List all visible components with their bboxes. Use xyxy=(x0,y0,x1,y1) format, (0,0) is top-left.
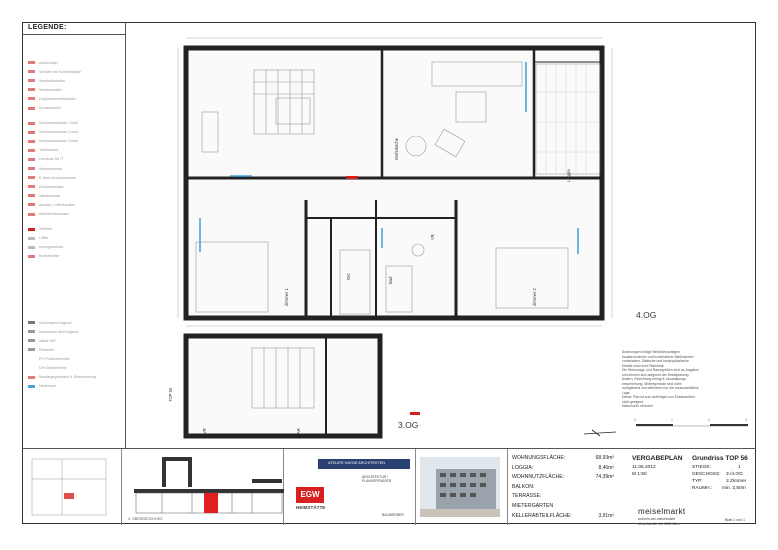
legend-title: LEGENDE: xyxy=(28,24,67,31)
scale-tick-3: 3 xyxy=(745,418,747,422)
legend-item xyxy=(28,373,124,382)
area-label: KELLERABTEILFLÄCHE: xyxy=(512,512,572,519)
legend-item xyxy=(28,58,124,67)
legend-symbol-icon xyxy=(28,255,35,258)
typ-label: TYP: xyxy=(692,479,703,484)
legend-symbol-icon xyxy=(28,140,35,143)
legend-item-label: Schukosteckdose 2-fach xyxy=(39,130,79,135)
legend-item-label: Deckenauslass xyxy=(39,184,64,189)
legend-symbol-icon xyxy=(28,167,35,170)
area-value: 3,91m² xyxy=(598,512,614,519)
legend-item-label: DH=Deckenhöhe xyxy=(39,366,67,371)
legend-symbol-icon xyxy=(28,367,35,370)
legend-item xyxy=(28,128,124,137)
legend-item xyxy=(28,345,124,354)
legend-item xyxy=(28,137,124,146)
brand-address: Meiselstraße 14, 1150 Wien xyxy=(638,522,680,526)
legend-item xyxy=(28,182,124,191)
legend-symbol-icon xyxy=(28,385,35,388)
area-row xyxy=(512,455,614,461)
legend-symbol-icon xyxy=(28,88,35,91)
room-label-bad: Bad xyxy=(388,276,393,284)
top-label: TOP 56 xyxy=(168,387,173,402)
legend-symbol-icon xyxy=(28,376,35,379)
scale-tick-2: 2 xyxy=(708,418,710,422)
legend-item-label: Schalter mit Kontrolllampe xyxy=(39,69,81,74)
legend-item-label: Doppelwechselschalter xyxy=(39,96,76,101)
geschoss-label: GESCHOSS: xyxy=(692,472,721,477)
area-row xyxy=(512,503,614,509)
area-value: 68,93m² xyxy=(595,455,614,461)
key-plan-cell xyxy=(122,449,284,525)
north-arrow-icon xyxy=(584,430,616,436)
plan-scale: M 1:50 xyxy=(632,472,647,477)
site-plan-drawing xyxy=(22,449,122,525)
area-row xyxy=(512,493,614,499)
legend-symbol-icon xyxy=(28,194,35,197)
area-label: MIETERGARTEN xyxy=(512,503,554,509)
legend-item-label: Rohsohle xyxy=(39,347,55,352)
room-label-zimmer-1: Zimmer 1 xyxy=(284,288,289,306)
legend-symbol-icon xyxy=(28,330,35,333)
legend-item xyxy=(28,243,124,252)
area-label: WOHNNUTZFLÄCHE: xyxy=(512,474,565,481)
legend-item xyxy=(28,173,124,182)
legend-symbol-icon xyxy=(28,158,35,161)
legend-item xyxy=(28,76,124,85)
site-plan-cell xyxy=(22,449,122,525)
scale-tick-1: 1 xyxy=(671,418,673,422)
legend-item xyxy=(28,382,124,391)
legend-item-label: E-Herd-Anschlussdose xyxy=(39,175,76,180)
legend-symbol-icon xyxy=(28,339,35,342)
note-line: beschreibung. Möbelsymbole sind nicht xyxy=(622,381,682,386)
egw-logo: EGW xyxy=(296,487,324,503)
area-value: 74,39m² xyxy=(595,474,614,481)
legend-item-label: Außenwand tragend xyxy=(39,320,72,325)
architect-cell xyxy=(284,449,416,525)
legend-item-label: Wand GKF xyxy=(39,338,57,343)
legend-item-label: Ausschalter xyxy=(39,60,58,65)
legend-item-label: Kreuzschalter xyxy=(39,106,61,111)
upper-floor-outline xyxy=(186,48,602,318)
legend-symbol-icon xyxy=(28,185,35,188)
key-plan-drawing xyxy=(122,449,284,525)
architect-role: ARCHITEKTUR / PLANVERFASSER xyxy=(362,475,392,483)
legend-item xyxy=(28,103,124,112)
legend-item xyxy=(28,252,124,261)
room-label-ar: AR xyxy=(296,428,301,434)
legend-symbol-icon xyxy=(28,122,35,125)
legend-symbol-icon xyxy=(28,149,35,152)
floor-label-4og: 4.OG xyxy=(636,310,657,320)
rendering-cell xyxy=(416,449,508,525)
legend-item-label: Verteiler xyxy=(39,227,53,232)
note-line: Dieser Plan ist zum Anfertigen von Einbaumöbel xyxy=(622,395,695,399)
legend-item-label: Innenwand nicht tragend xyxy=(39,329,79,334)
legend-symbol-icon xyxy=(28,97,35,100)
brand-subline: wohnen-am-meiselmarkt xyxy=(638,517,676,521)
legend-item xyxy=(28,354,124,363)
heimstaette-label: HEIMSTÄTTE xyxy=(296,505,326,510)
note-line: und können sich aufgrund der Detailplanung xyxy=(622,372,689,377)
legend-item xyxy=(28,164,124,173)
legend-item xyxy=(28,94,124,103)
raumhoehe-label: RAUMH.: xyxy=(692,486,713,491)
area-label: WOHNUNGSFLÄCHE: xyxy=(512,455,566,461)
legend-symbol-icon xyxy=(28,321,35,324)
legend-item-label: Lüfter xyxy=(39,236,49,241)
room-label-vr-upper: VR xyxy=(430,234,435,240)
floor-label-3og: 3.OG xyxy=(398,420,419,430)
note-line: vorbehalten. Statische und bauphysikalische xyxy=(622,359,689,363)
legend-item xyxy=(28,119,124,128)
area-row xyxy=(512,474,614,480)
legend-symbol-icon xyxy=(28,107,35,110)
legend-item xyxy=(28,85,124,94)
note-line: Änderungen infolge Behördenauflagen xyxy=(622,350,681,354)
legend-symbol-icon xyxy=(28,228,35,231)
geschoss-value: 3./4.OG xyxy=(726,472,743,477)
room-label-wc: WC xyxy=(346,273,351,280)
legend-item-label: Sanitärgegenstand lt. Beschreibung xyxy=(39,375,96,380)
note-line: maßgebend und definieren nur die voraussichtliche xyxy=(622,386,699,390)
legend-item-label: Innengeschoss xyxy=(39,245,64,250)
area-label: BALKON: xyxy=(512,483,535,490)
legend-item-label: Schukosteckdose 1-fach xyxy=(39,121,79,126)
note-line: Details sind nicht Planinhalt. xyxy=(622,363,665,368)
legend-item xyxy=(28,318,124,327)
legend-symbol-icon xyxy=(28,131,35,134)
legend-item-label: Schukosteckdose 3-fach xyxy=(39,139,79,144)
room-label-wohnkueche: Wohnküche xyxy=(394,137,399,160)
brand-logo: meiselmarkt xyxy=(638,507,686,516)
room-label-vr-lower: VR xyxy=(202,428,207,434)
legend-item xyxy=(28,146,124,155)
plan-disclaimer-note xyxy=(622,350,742,409)
legend-item xyxy=(28,363,124,372)
note-line: Naturmaße nehmen! xyxy=(622,404,654,408)
note-line: Lage. xyxy=(622,390,631,395)
legend-item xyxy=(28,191,124,200)
key-plan-caption: 4. OBERGESCHOSS xyxy=(128,517,163,521)
area-value: 8,46m² xyxy=(598,464,614,471)
legend-symbol-icon xyxy=(28,70,35,73)
plan-subtitle: Grundriss TOP 56 xyxy=(692,455,748,462)
stiege-label: STIEGE: xyxy=(692,465,711,470)
legend-item xyxy=(28,327,124,336)
legend-item-label: Auslass, Lüfterschalter xyxy=(39,202,76,207)
plan-type: VERGABEPLAN xyxy=(632,455,683,462)
legend-item xyxy=(28,225,124,234)
note-line: Die Wohnungs- und Raumgrößen sind ca-Angaben xyxy=(622,368,700,372)
room-label-zimmer-2: Zimmer 2 xyxy=(532,288,537,306)
legend-item xyxy=(28,200,124,209)
legend-item-label: Serienschalter xyxy=(39,87,62,92)
legend-symbol-icon xyxy=(28,213,35,216)
legend-item xyxy=(28,210,124,219)
lower-floor-outline xyxy=(186,336,380,436)
legend-item-label: Brandmelder xyxy=(39,254,60,259)
legend-panel xyxy=(22,22,126,448)
plan-date: 11.06.2012 xyxy=(632,465,656,470)
scale-bar xyxy=(636,424,748,426)
legend-symbol-icon xyxy=(28,246,35,249)
legend-item-label: Heizkörper xyxy=(39,384,57,389)
legend-symbol-icon xyxy=(28,348,35,351)
building-rendering xyxy=(416,449,508,525)
bauwerber-label: BAUWERBER xyxy=(382,513,404,517)
note-line: ändern. Einrichtung erfolgt lt. Ausstattungs- xyxy=(622,377,687,381)
legend-item xyxy=(28,336,124,345)
raumhoehe-value: min. 2,50m xyxy=(722,486,746,491)
architect-name: ATELIER HAYDE ARCHITEKTEN xyxy=(328,461,386,465)
title-block xyxy=(22,448,756,524)
legend-symbol-icon xyxy=(28,357,35,360)
room-label-loggia: Loggia xyxy=(566,169,571,182)
legend-item xyxy=(28,234,124,243)
area-table xyxy=(508,449,614,525)
sheet-number: Blatt 1 von 1 xyxy=(725,518,745,522)
legend-item-label: Antennendose xyxy=(39,166,63,171)
legend-symbol-icon xyxy=(28,79,35,82)
note-line: nicht geeignet. xyxy=(622,399,645,404)
legend-symbol-icon xyxy=(28,176,35,179)
area-row xyxy=(512,513,614,519)
legend-symbol-icon xyxy=(28,203,35,206)
typ-value: 3 Zimmer xyxy=(726,479,747,484)
legend-item-label: Wandauslass xyxy=(39,193,61,198)
legend-list xyxy=(28,58,124,261)
legend-item-label: Wechselschalter xyxy=(39,78,66,83)
legend-item xyxy=(28,155,124,164)
legend-item xyxy=(28,67,124,76)
legend-divider xyxy=(22,34,126,35)
legend-item-label: FF=Fußbodenhöhe xyxy=(39,356,70,361)
area-label: LOGGIA: xyxy=(512,464,534,471)
legend-symbol-icon xyxy=(28,237,35,240)
note-line: bauatechnischer und konstruktiver Maßnahmen xyxy=(622,354,694,359)
area-label: TERRASSE: xyxy=(512,493,542,500)
legend-item-label: Wohnlichtsauslass xyxy=(39,212,69,217)
stiege-value: 1 xyxy=(738,465,741,470)
scale-tick-0: 0 xyxy=(634,418,636,422)
legend-item-label: Leerdose für IT xyxy=(39,157,64,162)
area-row xyxy=(512,465,614,471)
legend-symbol-icon xyxy=(28,61,35,64)
area-row xyxy=(512,484,614,490)
legend-list-walls xyxy=(28,318,124,391)
legend-item-label: Telefondose xyxy=(39,148,59,153)
